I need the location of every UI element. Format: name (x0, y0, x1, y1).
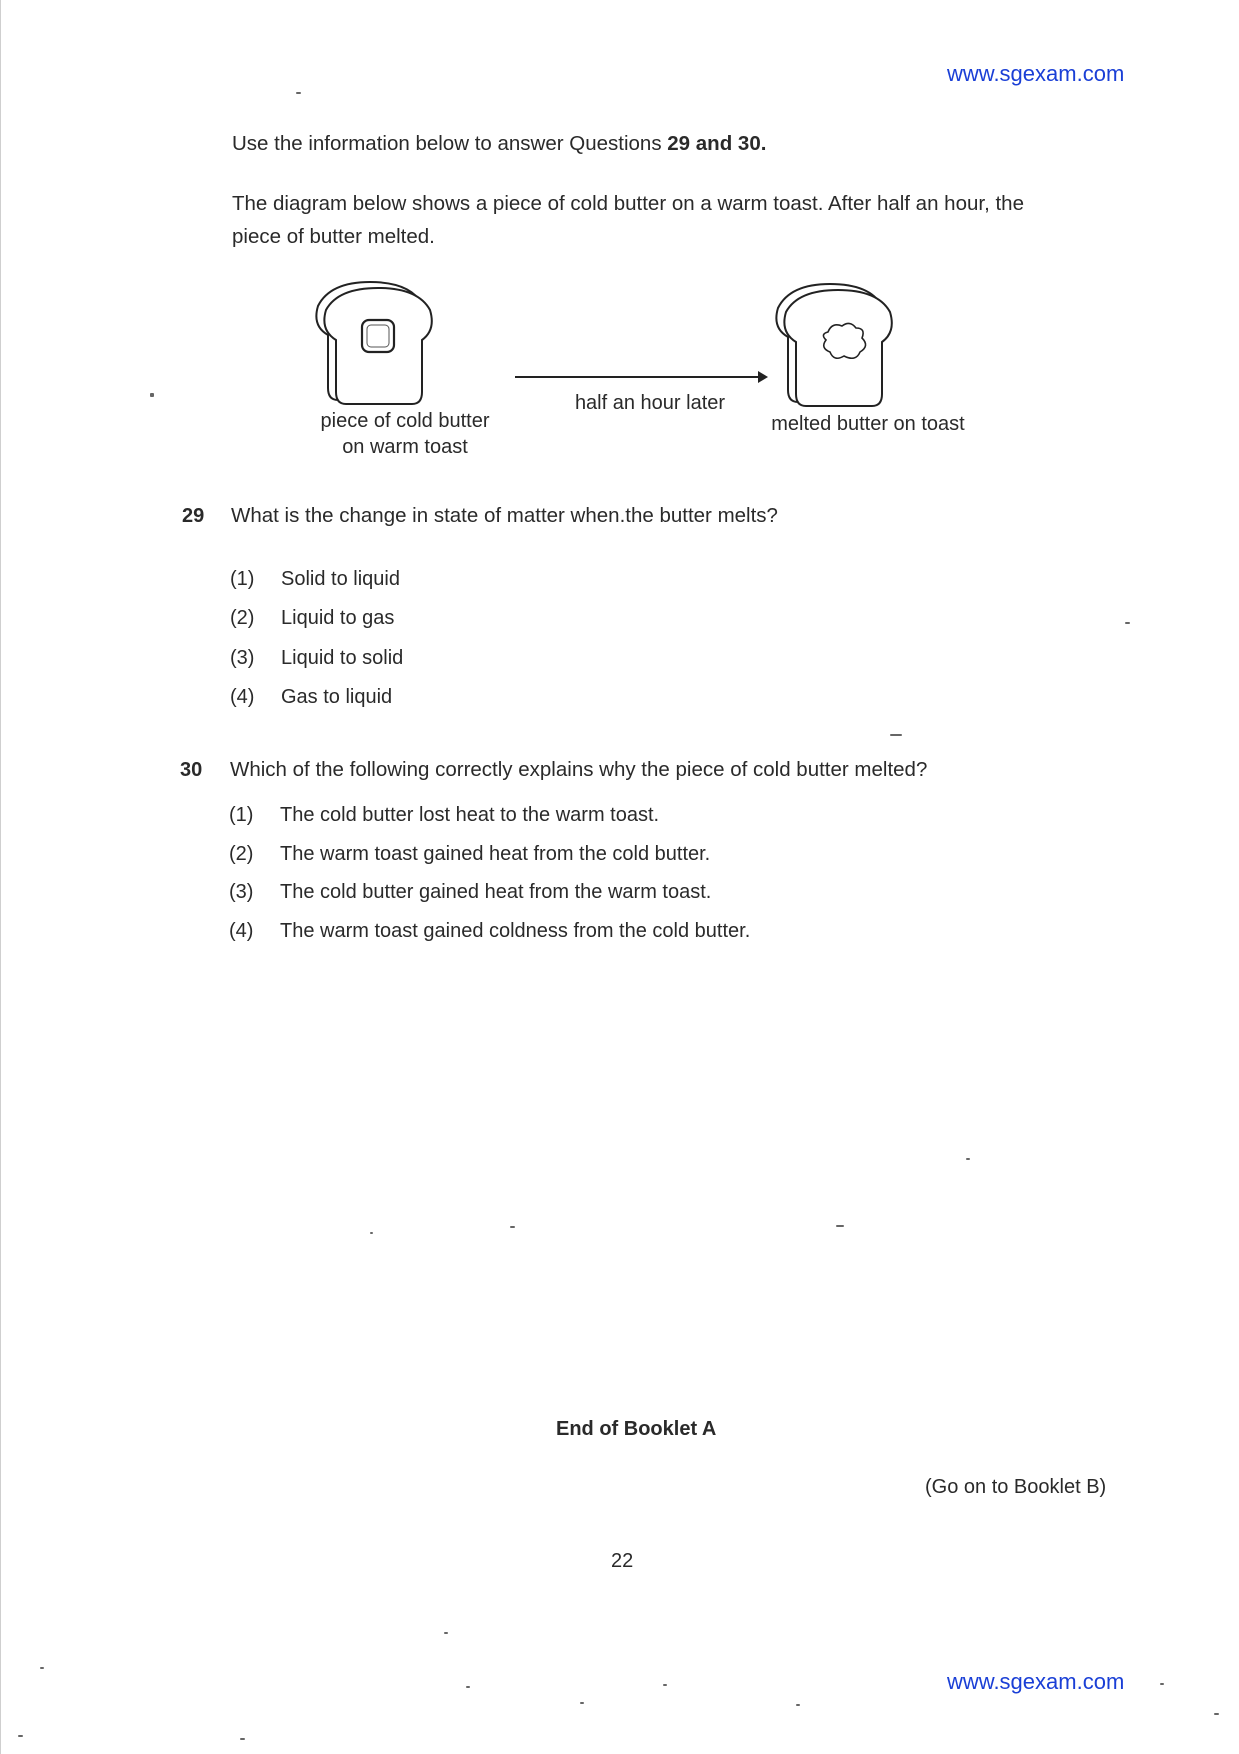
option-text: Solid to liquid (281, 568, 400, 591)
option-number: (3) (230, 646, 255, 669)
diagram-description: The diagram below shows a piece of cold butter on a warm toast. After half an hour, the piece of butter melted. (232, 192, 1024, 248)
option-number: (3) (229, 881, 254, 904)
intro-plain: Use the information below to answer Questions (232, 132, 668, 155)
watermark-bottom: www.sgexam.com (947, 1669, 1125, 1694)
scan-speck (510, 1226, 515, 1228)
option-text: The warm toast gained heat from the cold butter. (280, 842, 711, 865)
scan-speck (296, 92, 301, 94)
scan-speck (966, 1158, 970, 1160)
toast-melted-front-slice (784, 290, 891, 406)
question-30-number: 30 (180, 759, 203, 781)
question-30-option-1[interactable] (229, 796, 750, 835)
scan-speck (150, 393, 154, 397)
scan-speck (1214, 1713, 1219, 1715)
option-text: Liquid to solid (281, 646, 404, 669)
butter-toast-diagram (300, 280, 1000, 470)
option-text: The cold butter lost heat to the warm toast. (280, 803, 660, 826)
question-30-option-4[interactable] (229, 912, 750, 951)
label-cold-butter-line2: on warm toast (342, 436, 468, 458)
option-number: (4) (229, 919, 254, 942)
question-29-options (230, 560, 403, 717)
option-text: The warm toast gained coldness from the cold butter. (280, 919, 751, 942)
page-edge (0, 0, 1, 1754)
scan-speck (890, 734, 902, 736)
option-number: (1) (229, 803, 254, 826)
option-text: Liquid to gas (281, 607, 395, 630)
question-30-options (229, 796, 750, 951)
scan-speck (580, 1702, 584, 1704)
intro-question-numbers: 29 and 30. (667, 132, 767, 155)
intro-text (232, 128, 766, 160)
scan-speck (240, 1738, 245, 1740)
label-cold-butter (300, 408, 510, 460)
question-29-option-1[interactable] (230, 560, 403, 599)
scan-speck (444, 1632, 448, 1634)
question-30-option-3[interactable] (229, 873, 750, 912)
scan-speck (370, 1232, 373, 1234)
question-29-option-4[interactable] (230, 678, 403, 717)
option-number: (4) (230, 686, 255, 709)
scan-speck (18, 1735, 23, 1737)
question-29-option-3[interactable] (230, 639, 403, 678)
question-30-stem: Which of the following correctly explains why the piece of cold butter melted? (230, 758, 928, 781)
go-on-instruction: (Go on to Booklet B) (925, 1476, 1107, 1498)
label-arrow-time: half an hour later (574, 392, 726, 414)
scan-speck (663, 1684, 667, 1686)
option-number: (2) (230, 607, 255, 630)
arrow-head-icon (758, 371, 768, 383)
question-29-option-2[interactable] (230, 599, 403, 638)
option-number: (2) (229, 842, 254, 865)
watermark-top: www.sgexam.com (947, 61, 1125, 86)
option-number: (1) (230, 568, 255, 591)
scan-speck (40, 1667, 44, 1669)
label-cold-butter-line1: piece of cold butter (320, 410, 490, 432)
toast-cold-front-slice (324, 288, 431, 404)
scan-speck (836, 1225, 844, 1227)
scan-speck (1125, 622, 1130, 624)
page-number: 22 (611, 1550, 634, 1572)
scan-speck (796, 1704, 800, 1706)
end-of-booklet: End of Booklet A (556, 1418, 717, 1440)
label-melted-butter: melted butter on toast (771, 413, 965, 435)
scan-speck (466, 1686, 470, 1688)
option-text: Gas to liquid (281, 686, 393, 709)
question-30-option-2[interactable] (229, 835, 750, 874)
scan-speck (1160, 1683, 1164, 1685)
question-29-number: 29 (182, 505, 205, 527)
question-29-stem: What is the change in state of matter when.the butter melts? (231, 504, 778, 527)
option-text: The cold butter gained heat from the warm toast. (280, 881, 712, 904)
